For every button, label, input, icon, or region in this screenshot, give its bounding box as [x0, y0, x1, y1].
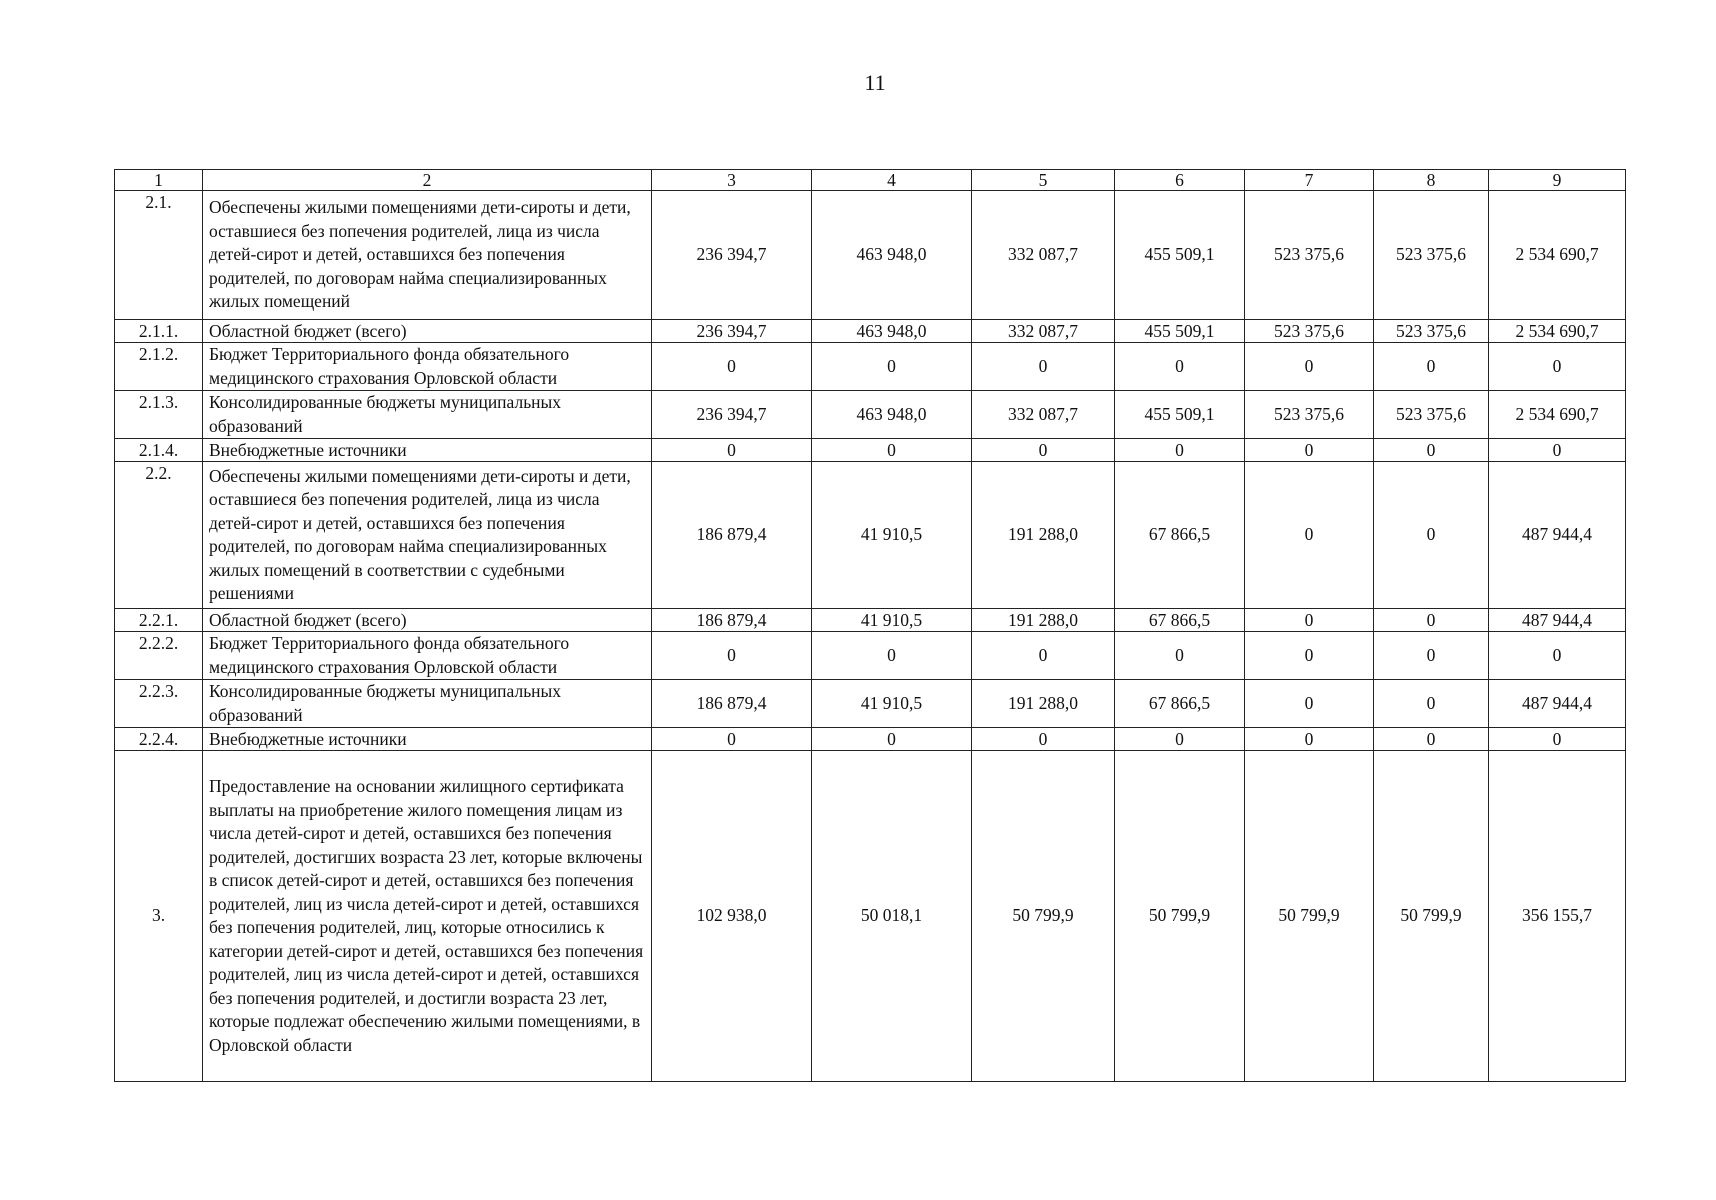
- value-cell: 0: [1489, 728, 1626, 751]
- value-cell: 0: [1115, 728, 1245, 751]
- row-code: 2.2.1.: [115, 609, 203, 632]
- header-cell: 9: [1489, 170, 1626, 191]
- value-cell: 0: [1489, 439, 1626, 462]
- value-cell: 50 799,9: [1245, 751, 1374, 1082]
- value-cell: 0: [1245, 439, 1374, 462]
- value-cell: 0: [1115, 439, 1245, 462]
- value-cell: 0: [1374, 609, 1489, 632]
- value-cell: 0: [1489, 632, 1626, 680]
- value-cell: 50 018,1: [812, 751, 972, 1082]
- table-header-row: [115, 170, 1626, 191]
- value-cell: 0: [1374, 439, 1489, 462]
- row-code: 2.2.3.: [115, 680, 203, 728]
- row-name: Обеспечены жилыми помещениями дети-сироты и дети, оставшиеся без попечения родителей, лица из числа детей-сирот и детей, оставшихся без попечения родителей, по договорам найма специализированных жилых помещений: [203, 191, 652, 320]
- value-cell: 186 879,4: [652, 609, 812, 632]
- value-cell: 0: [1115, 343, 1245, 391]
- row-code: 3.: [115, 751, 203, 1082]
- header-cell: 6: [1115, 170, 1245, 191]
- value-cell: 463 948,0: [812, 191, 972, 320]
- value-cell: 2 534 690,7: [1489, 191, 1626, 320]
- value-cell: 50 799,9: [1115, 751, 1245, 1082]
- value-cell: 0: [1374, 343, 1489, 391]
- budget-table: [114, 169, 1626, 1082]
- row-code: 2.1.2.: [115, 343, 203, 391]
- table-row: [115, 609, 1626, 632]
- row-code: 2.1.4.: [115, 439, 203, 462]
- row-name: Обеспечены жилыми помещениями дети-сироты и дети, оставшиеся без попечения родителей, лица из числа детей-сирот и детей, оставшихся без попечения родителей, по договорам найма специализированных жилых помещений в соответствии с судебными решениями: [203, 462, 652, 609]
- header-cell: 7: [1245, 170, 1374, 191]
- table-row: [115, 751, 1626, 1082]
- value-cell: 0: [972, 728, 1115, 751]
- table-row: [115, 462, 1626, 609]
- value-cell: 0: [972, 632, 1115, 680]
- row-code: 2.1.3.: [115, 391, 203, 439]
- value-cell: 2 534 690,7: [1489, 320, 1626, 343]
- value-cell: 332 087,7: [972, 391, 1115, 439]
- value-cell: 0: [652, 632, 812, 680]
- value-cell: 50 799,9: [972, 751, 1115, 1082]
- value-cell: 332 087,7: [972, 320, 1115, 343]
- value-cell: 0: [652, 439, 812, 462]
- value-cell: 186 879,4: [652, 462, 812, 609]
- value-cell: 0: [1374, 728, 1489, 751]
- header-cell: 8: [1374, 170, 1489, 191]
- table-row: [115, 343, 1626, 391]
- value-cell: 236 394,7: [652, 391, 812, 439]
- value-cell: 186 879,4: [652, 680, 812, 728]
- value-cell: 332 087,7: [972, 191, 1115, 320]
- row-name: Консолидированные бюджеты муниципальных образований: [203, 680, 652, 728]
- value-cell: 487 944,4: [1489, 680, 1626, 728]
- value-cell: 0: [1245, 609, 1374, 632]
- row-name: Областной бюджет (всего): [203, 320, 652, 343]
- value-cell: 0: [1374, 462, 1489, 609]
- value-cell: 0: [812, 343, 972, 391]
- table-row: [115, 320, 1626, 343]
- table-row: [115, 391, 1626, 439]
- value-cell: 67 866,5: [1115, 609, 1245, 632]
- header-cell: 5: [972, 170, 1115, 191]
- value-cell: 67 866,5: [1115, 680, 1245, 728]
- value-cell: 523 375,6: [1374, 191, 1489, 320]
- value-cell: 0: [1245, 680, 1374, 728]
- row-name: Консолидированные бюджеты муниципальных образований: [203, 391, 652, 439]
- value-cell: 0: [972, 439, 1115, 462]
- header-cell: 2: [203, 170, 652, 191]
- table-row: [115, 680, 1626, 728]
- row-code: 2.2.4.: [115, 728, 203, 751]
- row-name: Бюджет Территориального фонда обязательного медицинского страхования Орловской области: [203, 632, 652, 680]
- row-name: Областной бюджет (всего): [203, 609, 652, 632]
- table-row: [115, 632, 1626, 680]
- value-cell: 463 948,0: [812, 320, 972, 343]
- value-cell: 191 288,0: [972, 462, 1115, 609]
- value-cell: 0: [812, 439, 972, 462]
- value-cell: 455 509,1: [1115, 391, 1245, 439]
- value-cell: 0: [1489, 343, 1626, 391]
- value-cell: 0: [812, 728, 972, 751]
- value-cell: 523 375,6: [1245, 320, 1374, 343]
- value-cell: 0: [1374, 680, 1489, 728]
- header-cell: 4: [812, 170, 972, 191]
- value-cell: 0: [1245, 632, 1374, 680]
- table-row: [115, 191, 1626, 320]
- value-cell: 523 375,6: [1245, 191, 1374, 320]
- row-name: Предоставление на основании жилищного сертификата выплаты на приобретение жилого помещения лицам из числа детей-сирот и детей, оставшихся без попечения родителей, достигших возраста 23 лет, которые включены в список детей-сирот и детей, оставшихся без попечения родителей, лиц из числа детей-сирот и детей, оставшихся без попечения родителей, лиц, которые относились к категории детей-сирот и детей, оставшихся без попечения родителей, лиц из числа детей-сирот и детей, оставшихся без попечения родителей, и достигли возраста 23 лет, которые подлежат обеспечению жилыми помещениями, в Орловской области: [203, 751, 652, 1082]
- row-code: 2.2.2.: [115, 632, 203, 680]
- value-cell: 2 534 690,7: [1489, 391, 1626, 439]
- value-cell: 102 938,0: [652, 751, 812, 1082]
- value-cell: 523 375,6: [1374, 391, 1489, 439]
- value-cell: 0: [1115, 632, 1245, 680]
- value-cell: 455 509,1: [1115, 320, 1245, 343]
- value-cell: 0: [812, 632, 972, 680]
- row-name: Бюджет Территориального фонда обязательного медицинского страхования Орловской области: [203, 343, 652, 391]
- value-cell: 41 910,5: [812, 609, 972, 632]
- page-number: 11: [864, 70, 886, 95]
- value-cell: 463 948,0: [812, 391, 972, 439]
- row-code: 2.2.: [115, 462, 203, 609]
- value-cell: 487 944,4: [1489, 462, 1626, 609]
- table-row: [115, 728, 1626, 751]
- value-cell: 356 155,7: [1489, 751, 1626, 1082]
- row-name: Внебюджетные источники: [203, 439, 652, 462]
- table-row: [115, 439, 1626, 462]
- value-cell: 41 910,5: [812, 462, 972, 609]
- value-cell: 0: [1374, 632, 1489, 680]
- value-cell: 0: [652, 728, 812, 751]
- value-cell: 0: [1245, 728, 1374, 751]
- value-cell: 191 288,0: [972, 609, 1115, 632]
- value-cell: 487 944,4: [1489, 609, 1626, 632]
- value-cell: 191 288,0: [972, 680, 1115, 728]
- row-code: 2.1.: [115, 191, 203, 320]
- value-cell: 0: [1245, 343, 1374, 391]
- value-cell: 0: [1245, 462, 1374, 609]
- value-cell: 523 375,6: [1245, 391, 1374, 439]
- value-cell: 236 394,7: [652, 320, 812, 343]
- value-cell: 67 866,5: [1115, 462, 1245, 609]
- value-cell: 523 375,6: [1374, 320, 1489, 343]
- value-cell: 41 910,5: [812, 680, 972, 728]
- value-cell: 50 799,9: [1374, 751, 1489, 1082]
- value-cell: 236 394,7: [652, 191, 812, 320]
- value-cell: 0: [652, 343, 812, 391]
- value-cell: 0: [972, 343, 1115, 391]
- row-name: Внебюджетные источники: [203, 728, 652, 751]
- value-cell: 455 509,1: [1115, 191, 1245, 320]
- row-code: 2.1.1.: [115, 320, 203, 343]
- header-cell: 3: [652, 170, 812, 191]
- header-cell: 1: [115, 170, 203, 191]
